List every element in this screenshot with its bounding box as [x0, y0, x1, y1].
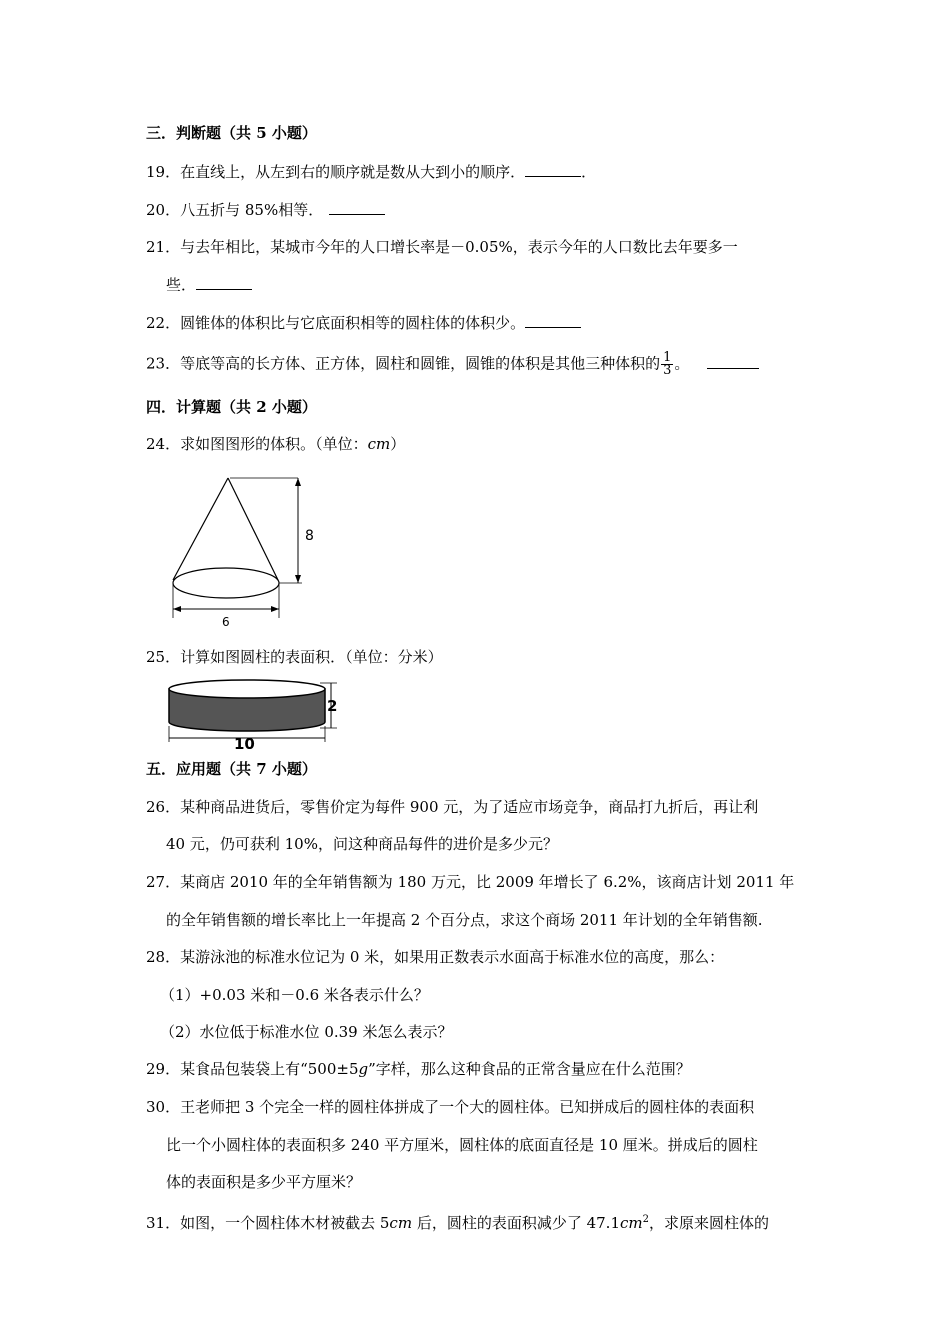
question-text: 圆锥体的体积比与它底面积相等的圆柱体的体积少。 — [180, 314, 526, 332]
answer-blank[interactable] — [329, 200, 385, 215]
answer-blank[interactable] — [196, 275, 252, 290]
question-text: 某商店 2010 年的全年销售额为 180 万元，比 2009 年增长了 6.2%，该商店计划 2011 年 — [180, 873, 795, 891]
arrow-up-icon — [295, 478, 301, 486]
question-24 — [146, 434, 405, 454]
question-number: 21． — [146, 238, 181, 256]
diameter-label: 6 — [222, 615, 230, 629]
cone-left-edge — [173, 478, 228, 580]
question-text: 些． — [166, 276, 197, 294]
cone-right-edge — [228, 478, 278, 580]
question-30 — [146, 1097, 754, 1117]
question-19 — [146, 162, 596, 182]
question-21-cont — [166, 275, 252, 295]
question-number: 27． — [146, 873, 181, 891]
question-31 — [146, 1210, 769, 1233]
cone-figure — [160, 470, 330, 630]
fraction-denominator: 3 — [663, 363, 672, 378]
cone-base-ellipse — [173, 568, 279, 598]
punctuation: ． — [581, 163, 597, 181]
question-number: 23． — [146, 354, 181, 373]
question-21 — [146, 237, 738, 257]
cylinder-figure — [162, 676, 344, 752]
question-30-cont2: 体的表面积是多少平方厘米？ — [166, 1173, 362, 1191]
question-number: 24． — [146, 435, 181, 453]
question-text: 某种商品进货后，零售价定为每件 900 元，为了适应市场竞争，商品打九折后，再让利 — [180, 798, 759, 816]
question-number: 28． — [146, 948, 181, 966]
exponent: 2 — [642, 1214, 649, 1225]
question-28 — [146, 947, 724, 967]
question-23 — [146, 352, 759, 377]
question-27-cont: 的全年销售额的增长率比上一年提高 2 个百分点，求这个商场 2011 年计划的全年销售额. — [166, 911, 763, 929]
question-28-part2: （2）水位低于标准水位 0.39 米怎么表示？ — [160, 1023, 453, 1041]
question-number: 22． — [146, 314, 181, 332]
question-26 — [146, 797, 758, 817]
unit: cm — [367, 435, 391, 453]
question-26-cont: 40 元，仍可获利 10%，问这种商品每件的进价是多少元？ — [166, 835, 558, 853]
question-20 — [146, 200, 385, 220]
question-29 — [146, 1059, 691, 1079]
question-number: 31． — [146, 1214, 181, 1232]
question-text: 王老师把 3 个完全一样的圆柱体拼成了一个大的圆柱体。已知拼成后的圆柱体的表面积 — [180, 1098, 755, 1116]
question-text: 求如图图形的体积。（单位： — [180, 435, 368, 453]
length-label: 10 — [234, 735, 255, 752]
answer-blank[interactable] — [525, 313, 581, 328]
answer-blank[interactable] — [707, 354, 759, 369]
unit: cm — [389, 1214, 413, 1232]
question-text: 等底等高的长方体、正方体，圆柱和圆锥，圆锥的体积是其他三种体积的 — [180, 354, 661, 373]
question-30-cont1: 比一个小圆柱体的表面积多 240 平方厘米，圆柱体的底面直径是 10 厘米。拼成后的圆柱 — [166, 1136, 758, 1154]
question-text: 计算如图圆柱的表面积．（单位：分米） — [180, 648, 443, 666]
question-27 — [146, 872, 794, 892]
answer-blank[interactable] — [525, 162, 581, 177]
unit: g — [358, 1060, 369, 1078]
question-text-end: ”字样，那么这种食品的正常含量应在什么范围？ — [368, 1060, 691, 1078]
question-text: 如图，一个圆柱体木材被截去 5 — [180, 1214, 390, 1232]
section-heading-application: 五．应用题（共 7 小题） — [146, 760, 317, 778]
question-25 — [146, 647, 443, 667]
height-label: 8 — [305, 528, 314, 544]
question-number: 20． — [146, 201, 181, 219]
cylinder-top — [169, 680, 325, 698]
arrow-left-icon — [173, 606, 181, 612]
question-number: 30． — [146, 1098, 181, 1116]
question-text: 某食品包装袋上有“500±5 — [180, 1060, 359, 1078]
question-text: 与去年相比，某城市今年的人口增长率是－0.05%，表示今年的人口数比去年要多一 — [180, 238, 738, 256]
question-number: 26． — [146, 798, 181, 816]
punctuation: 。 — [674, 354, 690, 373]
section-heading-calculation: 四．计算题（共 2 小题） — [146, 398, 317, 416]
question-text: 八五折与 85%相等． — [180, 201, 324, 219]
question-28-part1: （1）+0.03 米和－0.6 米各表示什么？ — [160, 986, 429, 1004]
arrow-right-icon — [271, 606, 279, 612]
punctuation: ） — [390, 435, 406, 453]
arrow-down-icon — [295, 575, 301, 583]
question-number: 29． — [146, 1060, 181, 1078]
section-heading-judgment: 三．判断题（共 5 小题） — [146, 124, 317, 142]
question-text-end: ，求原来圆柱体的 — [648, 1214, 769, 1232]
height-label: 2 — [327, 697, 338, 715]
question-text: 某游泳池的标准水位记为 0 米，如果用正数表示水面高于标准水位的高度，那么： — [180, 948, 725, 966]
unit: cm — [619, 1214, 643, 1232]
question-number: 19． — [146, 163, 181, 181]
question-22 — [146, 313, 581, 333]
question-number: 25． — [146, 648, 181, 666]
fraction-numerator: 1 — [663, 350, 672, 365]
fraction-one-third — [661, 352, 673, 377]
question-text-mid: 后，圆柱的表面积减少了 47.1 — [412, 1214, 620, 1232]
question-text: 在直线上，从左到右的顺序就是数从大到小的顺序． — [180, 163, 526, 181]
